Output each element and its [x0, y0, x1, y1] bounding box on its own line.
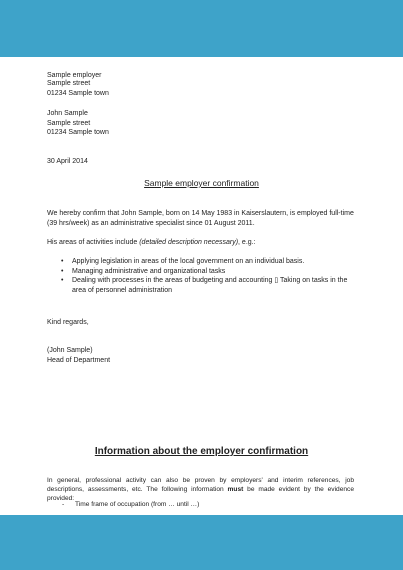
sender-street: Sample street	[47, 80, 91, 87]
list-item: • Dealing with processes in the areas of budgeting and accounting ▯ Taking on tasks in the area of personnel administration	[61, 276, 361, 295]
letter-date: 30 April 2014	[47, 158, 88, 165]
recipient-street: Sample street	[47, 120, 91, 127]
sender-town: 01234 Sample town	[47, 90, 109, 97]
activities-suffix: , e.g.:	[238, 239, 256, 246]
info-para-before: In general, professional activity can also be proven by employers' and interim references, job descriptions, assessments, etc. The following information	[47, 477, 354, 493]
info-dash-item	[62, 500, 199, 509]
info-para-bold: must	[227, 486, 244, 493]
dash-marker: -	[62, 501, 65, 508]
info-title: Information about the employer confirmation	[94, 446, 309, 457]
recipient-town: 01234 Sample town	[47, 129, 109, 136]
sender-name: Sample employer	[47, 72, 102, 79]
activities-prefix: His areas of activities include	[47, 239, 140, 246]
footer-band	[0, 515, 403, 570]
header-band	[0, 0, 403, 57]
letter-title: Sample employer confirmation	[144, 178, 259, 188]
recipient-name: John Sample	[47, 110, 88, 117]
info-para-after: be made evident by the evidence provided:	[47, 486, 354, 502]
list-item: • Managing administrative and organizational tasks	[61, 267, 361, 277]
info-paragraph	[47, 476, 354, 503]
list-item: • Applying legislation in areas of the local government on an individual basis.	[61, 257, 361, 267]
body-line-2: (39 hrs/week) as an administrative specialist since 01 August 2011.	[47, 220, 255, 227]
closing: Kind regards,	[47, 319, 89, 326]
signature-title: Head of Department	[47, 357, 111, 364]
signature-name: (John Sample)	[47, 347, 93, 354]
activities-italic: (detailed description necessary)	[139, 239, 239, 246]
activities-list	[61, 257, 361, 295]
activities-intro	[47, 238, 256, 248]
body-line-1: We hereby confirm that John Sample, born on 14 May 1983 in Kaiserslautern, is employed full-time	[47, 210, 354, 217]
dash-item-text: Time frame of occupation (from … until …)	[75, 501, 200, 508]
